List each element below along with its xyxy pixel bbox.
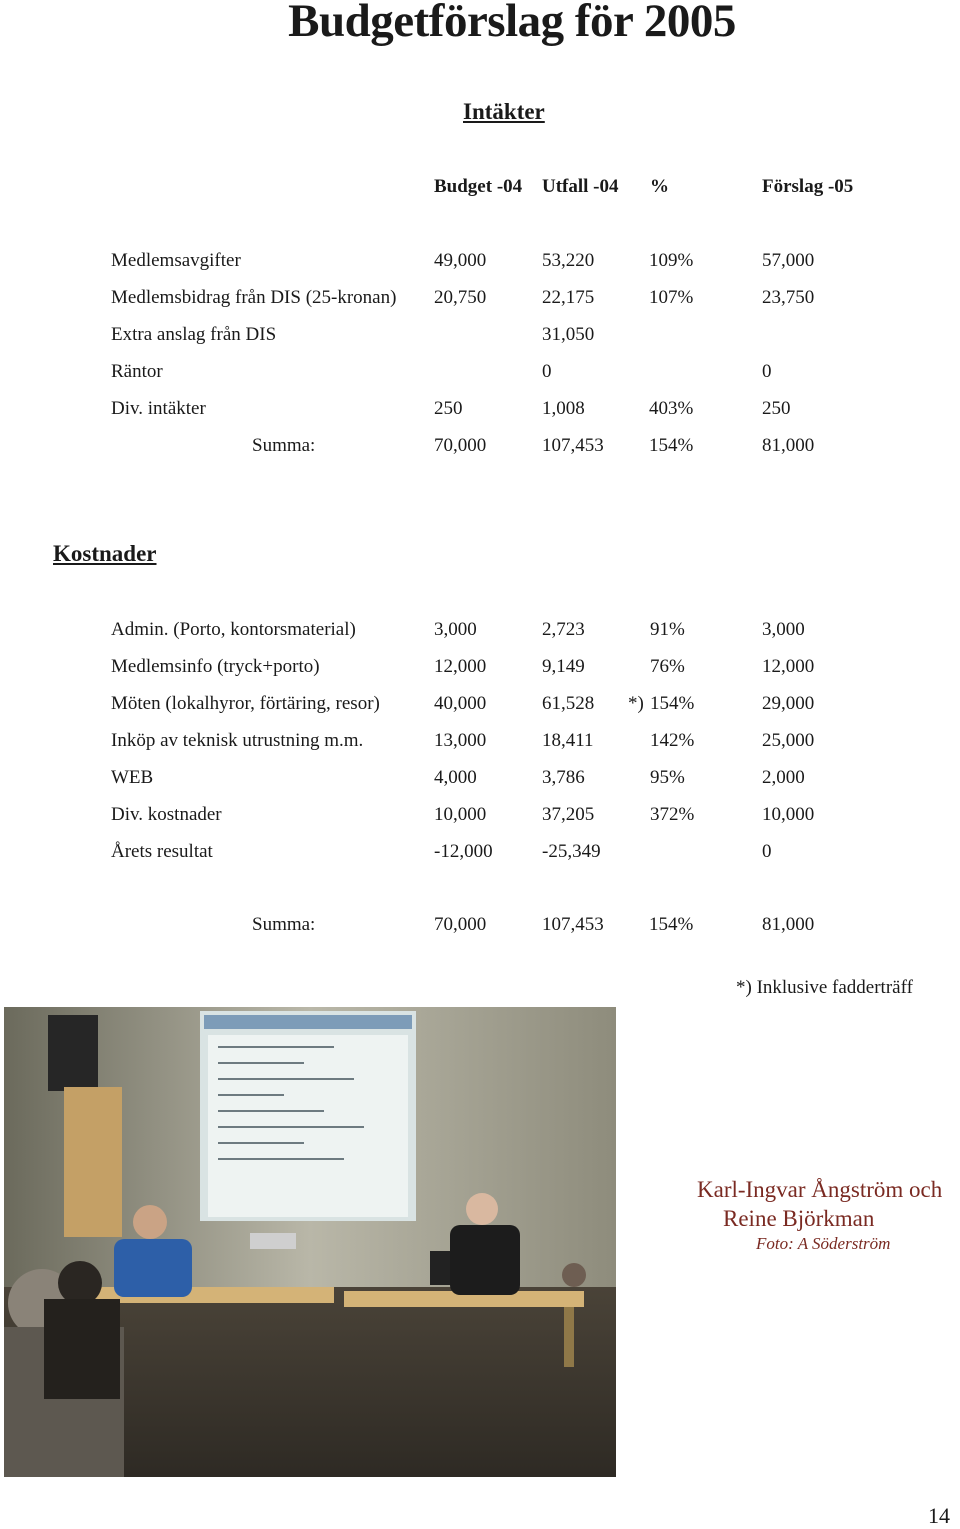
row-utfall: 9,149 [542, 656, 585, 677]
row-utfall: 22,175 [542, 287, 595, 308]
footnote: *) Inklusive fadderträff [736, 977, 913, 998]
sum-budget: 70,000 [434, 435, 487, 456]
row-pct: 154% [650, 693, 695, 714]
row-utfall: 53,220 [542, 250, 595, 271]
row-budget: 20,750 [434, 287, 487, 308]
column-headers [0, 176, 960, 206]
row-pct: 107% [649, 287, 694, 308]
col-forslag-header: Förslag -05 [762, 176, 854, 197]
photo-credit: Foto: A Söderström [756, 1234, 891, 1253]
row-label: Div. kostnader [111, 804, 222, 825]
cost-row [0, 619, 960, 649]
row-budget: 3,000 [434, 619, 477, 640]
row-utfall: 37,205 [542, 804, 595, 825]
income-heading: Intäkter [463, 99, 545, 124]
row-pct: 91% [650, 619, 685, 640]
row-label: Div. intäkter [111, 398, 206, 419]
meeting-photo-illustration [4, 1007, 616, 1477]
row-budget: 4,000 [434, 767, 477, 788]
row-pct: 76% [650, 656, 685, 677]
row-utfall: 31,050 [542, 324, 595, 345]
page-number: 14 [928, 1503, 950, 1528]
row-budget: 10,000 [434, 804, 487, 825]
row-mark: *) [628, 693, 644, 714]
row-label: Admin. (Porto, kontorsmaterial) [111, 619, 356, 640]
costs-sum-row [0, 914, 960, 944]
cost-row [0, 767, 960, 797]
row-label: Medlemsinfo (tryck+porto) [111, 656, 320, 677]
sum-budget: 70,000 [434, 914, 487, 935]
sum-utfall: 107,453 [542, 914, 604, 935]
row-pct: 142% [650, 730, 695, 751]
row-label: Räntor [111, 361, 163, 382]
row-utfall: 1,008 [542, 398, 585, 419]
row-pct: 95% [650, 767, 685, 788]
row-pct: 403% [649, 398, 694, 419]
income-row [0, 324, 960, 354]
row-forslag: 0 [762, 361, 772, 382]
row-utfall: 3,786 [542, 767, 585, 788]
income-row [0, 250, 960, 280]
row-budget: -12,000 [434, 841, 493, 862]
row-forslag: 2,000 [762, 767, 805, 788]
row-budget: 13,000 [434, 730, 487, 751]
sum-forslag: 81,000 [762, 435, 815, 456]
row-pct: 109% [649, 250, 694, 271]
row-label: Medlemsbidrag från DIS (25-kronan) [111, 287, 397, 308]
sum-pct: 154% [649, 914, 694, 935]
row-label: Medlemsavgifter [111, 250, 241, 271]
row-forslag: 29,000 [762, 693, 815, 714]
photo-caption [697, 1175, 942, 1233]
cost-row [0, 804, 960, 834]
costs-heading: Kostnader [53, 541, 157, 566]
row-utfall: 2,723 [542, 619, 585, 640]
row-label: Årets resultat [111, 841, 213, 862]
meeting-photo [4, 1007, 616, 1477]
income-row [0, 398, 960, 428]
col-budget-header: Budget -04 [434, 176, 523, 197]
row-label: WEB [111, 767, 154, 788]
col-utfall-header: Utfall -04 [542, 176, 619, 197]
row-forslag: 57,000 [762, 250, 815, 271]
cost-row [0, 841, 960, 871]
row-label: Inköp av teknisk utrustning m.m. [111, 730, 364, 751]
sum-pct: 154% [649, 435, 694, 456]
caption-line-2: Reine Björkman [723, 1206, 875, 1231]
row-budget: 40,000 [434, 693, 487, 714]
row-forslag: 25,000 [762, 730, 815, 751]
row-forslag: 10,000 [762, 804, 815, 825]
row-forslag: 250 [762, 398, 791, 419]
row-forslag: 12,000 [762, 656, 815, 677]
row-budget: 49,000 [434, 250, 487, 271]
sum-forslag: 81,000 [762, 914, 815, 935]
sum-label: Summa: [252, 435, 316, 456]
row-utfall: -25,349 [542, 841, 601, 862]
row-budget: 250 [434, 398, 463, 419]
income-sum-row [0, 435, 960, 465]
cost-row [0, 656, 960, 686]
row-forslag: 0 [762, 841, 772, 862]
income-row [0, 361, 960, 391]
col-pct-header: % [650, 176, 669, 197]
cost-row [0, 693, 960, 723]
sum-label: Summa: [252, 914, 316, 935]
sum-utfall: 107,453 [542, 435, 604, 456]
row-label: Extra anslag från DIS [111, 324, 277, 345]
row-utfall: 0 [542, 361, 552, 382]
row-utfall: 61,528 [542, 693, 595, 714]
cost-row [0, 730, 960, 760]
caption-line-1: Karl-Ingvar Ångström och [697, 1177, 943, 1202]
row-pct: 372% [650, 804, 695, 825]
income-row [0, 287, 960, 317]
page-title: Budgetförslag för 2005 [288, 0, 736, 47]
row-utfall: 18,411 [542, 730, 594, 751]
row-label: Möten (lokalhyror, förtäring, resor) [111, 693, 380, 714]
row-forslag: 3,000 [762, 619, 805, 640]
row-forslag: 23,750 [762, 287, 815, 308]
row-budget: 12,000 [434, 656, 487, 677]
